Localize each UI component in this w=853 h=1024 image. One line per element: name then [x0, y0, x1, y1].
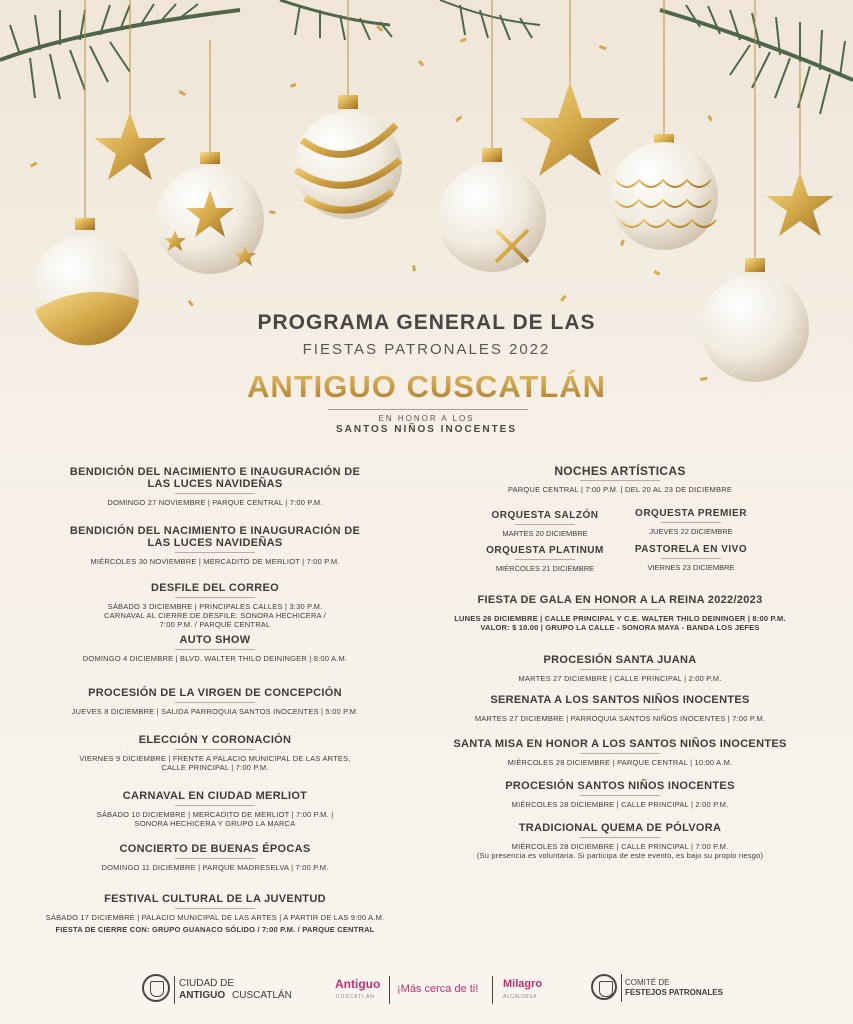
city-logo-line2a: ANTIGUO [179, 990, 226, 1001]
event-detail: SÁBADO 17 DICIEMBRE | PALACIO MUNICIPAL DE LAS ARTES | A PARTIR DE LAS 9:00 A.M. [45, 913, 385, 922]
event-divider [175, 493, 255, 494]
header-divider [328, 409, 528, 410]
christmas-ornaments-decoration [0, 0, 853, 400]
event-title: AUTO SHOW [179, 634, 251, 646]
city-logo-line1: CIUDAD DE [179, 978, 235, 989]
star-ornament [520, 82, 620, 176]
act-name: PASTORELA EN VIVO [634, 544, 748, 555]
pine-branch-left [0, 4, 240, 99]
event-divider [580, 837, 660, 838]
logo-divider [492, 976, 493, 1004]
act-name: ORQUESTA PREMIER [635, 508, 747, 519]
event-divider [175, 858, 255, 859]
event-divider [580, 480, 660, 481]
event-left-4 [30, 634, 400, 663]
footer-logos [0, 966, 853, 1016]
event-detail: VALOR: $ 10.00 | GRUPO LA CALLE - SONORA MAYA - BANDA LOS JEFES [480, 623, 760, 632]
program-heading: PROGRAMA GENERAL DE LAS [257, 311, 596, 334]
ornament-ball-striped [294, 95, 402, 219]
act-orquesta-salzon [470, 510, 620, 538]
act-date: MIÉRCOLES 21 DICIEMBRE [495, 564, 595, 573]
event-title: CONCIERTO DE BUENAS ÉPOCAS [119, 843, 311, 855]
city-logo [142, 974, 292, 1006]
act-divider [661, 522, 721, 523]
event-title: DESFILE DEL CORREO [150, 582, 280, 594]
event-title: PROCESIÓN SANTA JUANA [543, 654, 697, 666]
event-left-9 [20, 893, 410, 934]
event-left-2 [60, 525, 370, 566]
act-pastorela [616, 544, 766, 572]
event-title: ELECCIÓN Y CORONACIÓN [138, 734, 292, 746]
event-detail: MIÉRCOLES 28 DICIEMBRE | CALLE PRINCIPAL | 7:00 P.M. [511, 842, 729, 851]
event-detail: VIERNES 9 DICIEMBRE | FRENTE A PALACIO MUNICIPAL DE LAS ARTES, [79, 754, 351, 763]
brand-antiguo: Antiguo [335, 977, 381, 991]
ornament-ball-scales [610, 134, 718, 250]
event-divider [175, 597, 255, 598]
event-detail: MARTES 27 DICIEMBRE | CALLE PRINCIPAL | 2:00 P.M. [518, 674, 722, 683]
event-title: BENDICIÓN DEL NACIMIENTO E INAUGURACIÓN DE LAS LUCES NAVIDEÑAS [69, 525, 361, 549]
event-divider [580, 669, 660, 670]
event-right-1 [430, 594, 810, 632]
event-left-5 [30, 687, 400, 716]
event-detail: DOMINGO 27 NOVIEMBRE | PARQUE CENTRAL | 7:00 P.M. [107, 498, 323, 507]
event-title: SERENATA A LOS SANTOS NIÑOS INOCENTES [490, 694, 750, 706]
act-divider [661, 558, 721, 559]
committee-line1: COMITÉ DE [625, 978, 670, 987]
event-title: FESTIVAL CULTURAL DE LA JUVENTUD [104, 893, 326, 905]
event-detail: SÁBADO 3 DICIEMBRE | PRINCIPALES CALLES | 3:30 P.M. [107, 602, 323, 611]
event-title: TRADICIONAL QUEMA DE PÓLVORA [518, 822, 722, 834]
event-divider [175, 649, 255, 650]
event-left-6 [30, 734, 400, 772]
event-detail: (Su presencia es voluntaria. Si participa de este evento, es bajo su propio riesgo) [476, 851, 764, 860]
logo-divider [389, 976, 390, 1004]
act-name: ORQUESTA SALZÓN [491, 510, 599, 521]
pine-branch-right [660, 5, 853, 114]
event-detail: SONORA HECHICERA Y GRUPO LA MARCA [134, 819, 296, 828]
honor-line: EN HONOR A LOS [378, 414, 475, 423]
logo-divider [174, 976, 175, 1004]
event-divider [175, 702, 255, 703]
event-detail: LUNES 26 DICIEMBRE | CALLE PRINCIPAL Y C.E. WALTER THILO DEININGER | 8:00 P.M. [454, 614, 786, 623]
city-title: ANTIGUO CUSCATLÁN [0, 369, 853, 405]
logo-divider [621, 974, 622, 1002]
act-date: VIERNES 23 DICIEMBRE [647, 563, 735, 572]
event-right-3 [430, 694, 810, 723]
city-logo-line2b: CUSCATLÁN [232, 990, 292, 1001]
act-date: JUEVES 22 DICIEMBRE [649, 527, 733, 536]
event-detail-bold: FIESTA DE CIERRE CON: GRUPO GUANACO SÓLIDO / 7:00 P.M. / PARQUE CENTRAL [55, 925, 375, 934]
ornament-ball-snowflake [438, 148, 546, 272]
brand-antiguo-sub: CUSCATLÁN [336, 994, 375, 1000]
event-detail: MIÉRCOLES 30 NOVIEMBRE | MERCADITO DE MERLIOT | 7:00 P.M. [90, 557, 340, 566]
act-divider [515, 524, 575, 525]
program-subheading: FIESTAS PATRONALES 2022 [302, 341, 551, 358]
event-detail: JUEVES 8 DICIEMBRE | SALIDA PARROQUIA SANTOS INOCENTES | 5:00 P.M. [71, 707, 359, 716]
committee-line2: FESTEJOS PATRONALES [625, 988, 723, 997]
event-detail: DOMINGO 4 DICIEMBRE | BLVD. WALTER THILO DEININGER | 8:00 A.M. [82, 654, 348, 663]
event-title: PROCESIÓN DE LA VIRGEN DE CONCEPCIÓN [88, 687, 342, 699]
act-date: MARTES 20 DICIEMBRE [502, 529, 588, 538]
event-divider [175, 749, 255, 750]
act-name: ORQUESTA PLATINUM [486, 545, 604, 556]
milagro-logo: Milagro [503, 978, 543, 990]
pine-branch-center [280, 0, 540, 40]
event-right-4 [430, 738, 810, 767]
event-title: FIESTA DE GALA EN HONOR A LA REINA 2022/2023 [477, 594, 763, 606]
noches-artisticas [430, 465, 810, 494]
saints-line: SANTOS NIÑOS INOCENTES [335, 424, 518, 435]
event-title: PROCESIÓN SANTOS NIÑOS INOCENTES [505, 780, 735, 792]
act-divider [515, 559, 575, 560]
event-title: NOCHES ARTÍSTICAS [554, 464, 686, 478]
event-title: BENDICIÓN DEL NACIMIENTO E INAUGURACIÓN DE LAS LUCES NAVIDEÑAS [69, 466, 361, 490]
event-divider [175, 805, 255, 806]
event-left-3 [30, 582, 400, 629]
event-detail: 7:00 P.M. / PARQUE CENTRAL [159, 620, 271, 629]
event-detail: MIÉRCOLES 28 DICIEMBRE | CALLE PRINCIPAL | 2:00 P.M. [511, 800, 729, 809]
event-detail: MARTES 27 DICIEMBRE | PARROQUIA SANTOS NIÑOS INOCENTES | 7:00 P.M. [474, 714, 766, 723]
ornament-ball-stars [156, 152, 264, 274]
event-title: CARNAVAL EN CIUDAD MERLIOT [122, 790, 308, 802]
event-detail: SÁBADO 10 DICIEMBRE | MERCADITO DE MERLIOT | 7:00 P.M. | [96, 810, 334, 819]
star-ornament [766, 172, 834, 236]
event-divider [580, 753, 660, 754]
event-detail: CARNAVAL AL CIERRE DE DESFILE: SONORA HECHICERA / [104, 611, 326, 620]
event-right-6 [430, 822, 810, 860]
event-left-7 [30, 790, 400, 828]
event-divider [175, 908, 255, 909]
event-divider [580, 609, 660, 610]
event-left-8 [30, 843, 400, 872]
act-orquesta-platinum [470, 545, 620, 573]
slogan: ¡Más cerca de ti! [397, 983, 479, 995]
event-title: SANTA MISA EN HONOR A LOS SANTOS NIÑOS INOCENTES [453, 738, 787, 750]
event-left-1 [60, 466, 370, 507]
city-seal-icon [142, 974, 170, 1002]
star-ornament [94, 112, 166, 180]
event-divider [580, 709, 660, 710]
event-right-2 [430, 654, 810, 683]
event-divider [175, 552, 255, 553]
event-detail: MIÉRCOLES 28 DICIEMBRE | PARQUE CENTRAL | 10:00 A.M. [507, 758, 733, 767]
committee-seal-icon [591, 974, 617, 1000]
event-detail: DOMINGO 11 DICIEMBRE | PARQUE MADRESELVA | 7:00 P.M. [101, 863, 329, 872]
event-detail: PARQUE CENTRAL | 7:00 P.M. | DEL 20 AL 23 DE DICIEMBRE [507, 485, 733, 494]
milagro-sub: ALCALDESA [503, 994, 537, 1000]
event-right-5 [430, 780, 810, 809]
event-divider [580, 795, 660, 796]
event-detail: CALLE PRINCIPAL | 7:00 P.M. [161, 763, 269, 772]
act-orquesta-premier [616, 508, 766, 536]
